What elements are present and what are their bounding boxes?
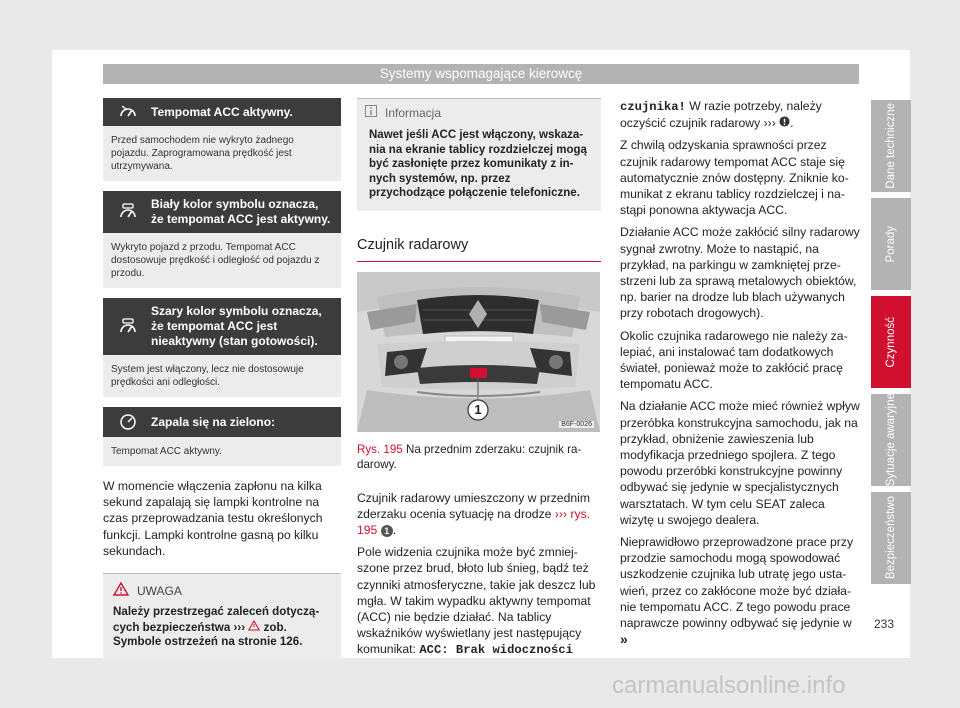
body-paragraph: Czujnik radarowy umieszczony w przednim zderzaku ocenia sytuację na drodze ››› rys. 195 1 . (357, 490, 591, 537)
column-3 (620, 98, 860, 655)
acc-speedometer-icon (111, 104, 145, 120)
tab-label: Dane techniczne (885, 103, 897, 189)
indicator-title: Biały kolor symbolu oznacza, że tempomat ACC jest aktywny. (151, 197, 331, 226)
reference-arrows: ››› (233, 620, 246, 634)
body-paragraph: Z chwilą odzyskania sprawności przez czujnik radarowy tempomat ACC staje się automatycznie znów dostępny. Zniknie komunikat z ekranu tablicy rozdzielczej i nastąpi ponowna aktywacja ACC. (620, 138, 849, 218)
warning-triangle-icon (113, 582, 129, 599)
body-paragraph: Działanie ACC może zakłócić silny radarowy sygnał zwrotny. Może to nastąpić, na przykład, na parkingu w zamkniętej przestrzeni lub za sprawą metalowych obiektów, np. barier na drodze lub blach używanych przy robotach drogowych). (620, 225, 860, 321)
tab-label: Bezpieczeństwo (885, 496, 897, 580)
indicator-description: System jest włączony, lecz nie dostosowuje prędkości ani odległości. (103, 355, 341, 397)
indicator-title: Zapala się na zielono: (151, 414, 276, 429)
warning-circle-icon (779, 116, 790, 130)
page-header: Systemy wspomagające kierowcę (103, 64, 859, 84)
indicator-description: Tempomat ACC aktywny. (103, 437, 341, 466)
acc-vehicle-grey-icon (111, 318, 145, 336)
warning-triangle-icon (248, 621, 260, 634)
tab-dane-techniczne[interactable] (871, 100, 911, 192)
section-title: Czujnik radarowy (357, 237, 601, 262)
info-text: Nawet jeśli ACC jest włączony, wskazania na ekranie tablicy rozdzielczej mogą być zasłonięte przez komunikaty z innych systemów, np. przez przychodzące połączenie telefoniczne. (369, 129, 587, 199)
column-2 (357, 98, 601, 665)
body-paragraph: Nieprawidłowo przeprowadzone prace przy przodzie samochodu mogą spowodować uszkodzenie czujnika lub utratę jego ustawień, przez co zakłócone może być działanie tempomatu ACC. Z tego powodu prace naprawcze powinny odbywać się jedynie w » (620, 535, 854, 648)
acc-vehicle-white-icon (111, 203, 145, 221)
marker-badge: 1 (381, 525, 393, 537)
acc-gauge-green-icon (111, 413, 145, 431)
photo-marker: 1 (474, 401, 482, 417)
indicator-acc-active (103, 98, 341, 181)
info-label: Informacja (385, 105, 442, 120)
photo-code: B6F-0026 (561, 420, 592, 428)
body-paragraph: Pole widzenia czujnika może być zmniejszone przez brud, błoto lub śnieg, bądź też czynniki atmosferyczne, takie jak deszcz lub mgła. W takim wypadku aktywny tempomat (ACC) nie będzie działać. Na tablicy wskaźników wyświetlany jest następujący komunikat: ACC: Brak widoczności (357, 545, 596, 658)
intro-paragraph: W momencie włączenia zapłonu na kilka sekund zapalają się lampki kontrolne na czas przeprowadzania testu określonych funkcji. Lampki kontrolne gasną po kilku sekundach. (103, 479, 323, 558)
watermark: carmanualsonline.info (612, 672, 846, 699)
reference-arrows: ››› (763, 116, 776, 131)
indicator-acc-green (103, 407, 341, 466)
caption-label: Rys. 195 (357, 442, 403, 456)
body-paragraph: Okolic czujnika radarowego nie należy zalepiać, ani instalować tam dodatkowych świateł, ponieważ może to zakłócić pracę tempomatu ACC. (620, 328, 848, 392)
indicator-title: Tempomat ACC aktywny. (151, 104, 293, 119)
tab-label: Sytuacje awaryjne (885, 393, 897, 487)
tab-czynnosc[interactable] (871, 296, 911, 388)
warning-box (103, 573, 341, 660)
page-number: 233 (874, 617, 895, 631)
caption-text: Na przednim zderzaku: czujnik radarowy. (357, 442, 582, 471)
car-front-photo (357, 272, 600, 432)
indicator-acc-white (103, 191, 341, 288)
indicator-title: Szary kolor symbolu oznacza, że tempomat ACC jest nieaktywny (stan gotowości). (151, 304, 322, 348)
info-box (357, 98, 601, 211)
reference-arrows: ››› (554, 506, 568, 521)
warning-label: UWAGA (137, 583, 182, 598)
body-paragraph: Na działanie ACC może mieć również wpływ przeróbka konstrukcyjna samochodu, jak na przykład, obniżenie zawieszenia lub modyfikacja przedniego spojlera. Z tego powodu przeróbki konstrukcyjne powinny odbywać się jedynie w specjalistycznych warsztatach. W tym celu SEAT zaleca wizytę u swojego dealera. (620, 399, 860, 527)
tab-bezpieczenstwo[interactable] (871, 492, 911, 584)
indicator-acc-grey (103, 298, 341, 397)
indicator-description: Przed samochodem nie wykryto żadnego pojazdu. Zaprogramowana prędkość jest utrzymywana. (103, 126, 341, 181)
tab-porady[interactable] (871, 198, 911, 290)
body-paragraph: czujnika! W razie potrzeby, należy oczyścić czujnik radarowy ››› . (620, 99, 822, 131)
info-icon (365, 105, 377, 120)
indicator-description: Wykryto pojazd z przodu. Tempomat ACC dostosowuje prędkość i odległość od pojazdu z przodu. (103, 233, 341, 288)
column-1 (103, 98, 341, 660)
warning-text: Należy przestrzegać zaleceń dotyczących bezpieczeństwa ››› zob. Symbole ostrzeżeń na stronie 126. (113, 605, 320, 649)
tab-sytuacje-awaryjne[interactable] (871, 394, 911, 486)
figure-caption (357, 442, 601, 472)
tab-label: Czynność (885, 316, 897, 368)
display-message: ACC: Brak widoczności (419, 643, 573, 658)
continue-arrows: » (620, 631, 628, 648)
tab-label: Porady (885, 225, 897, 263)
display-message: czujnika! (620, 100, 686, 114)
figure-link[interactable]: rys. 195 (357, 506, 591, 537)
